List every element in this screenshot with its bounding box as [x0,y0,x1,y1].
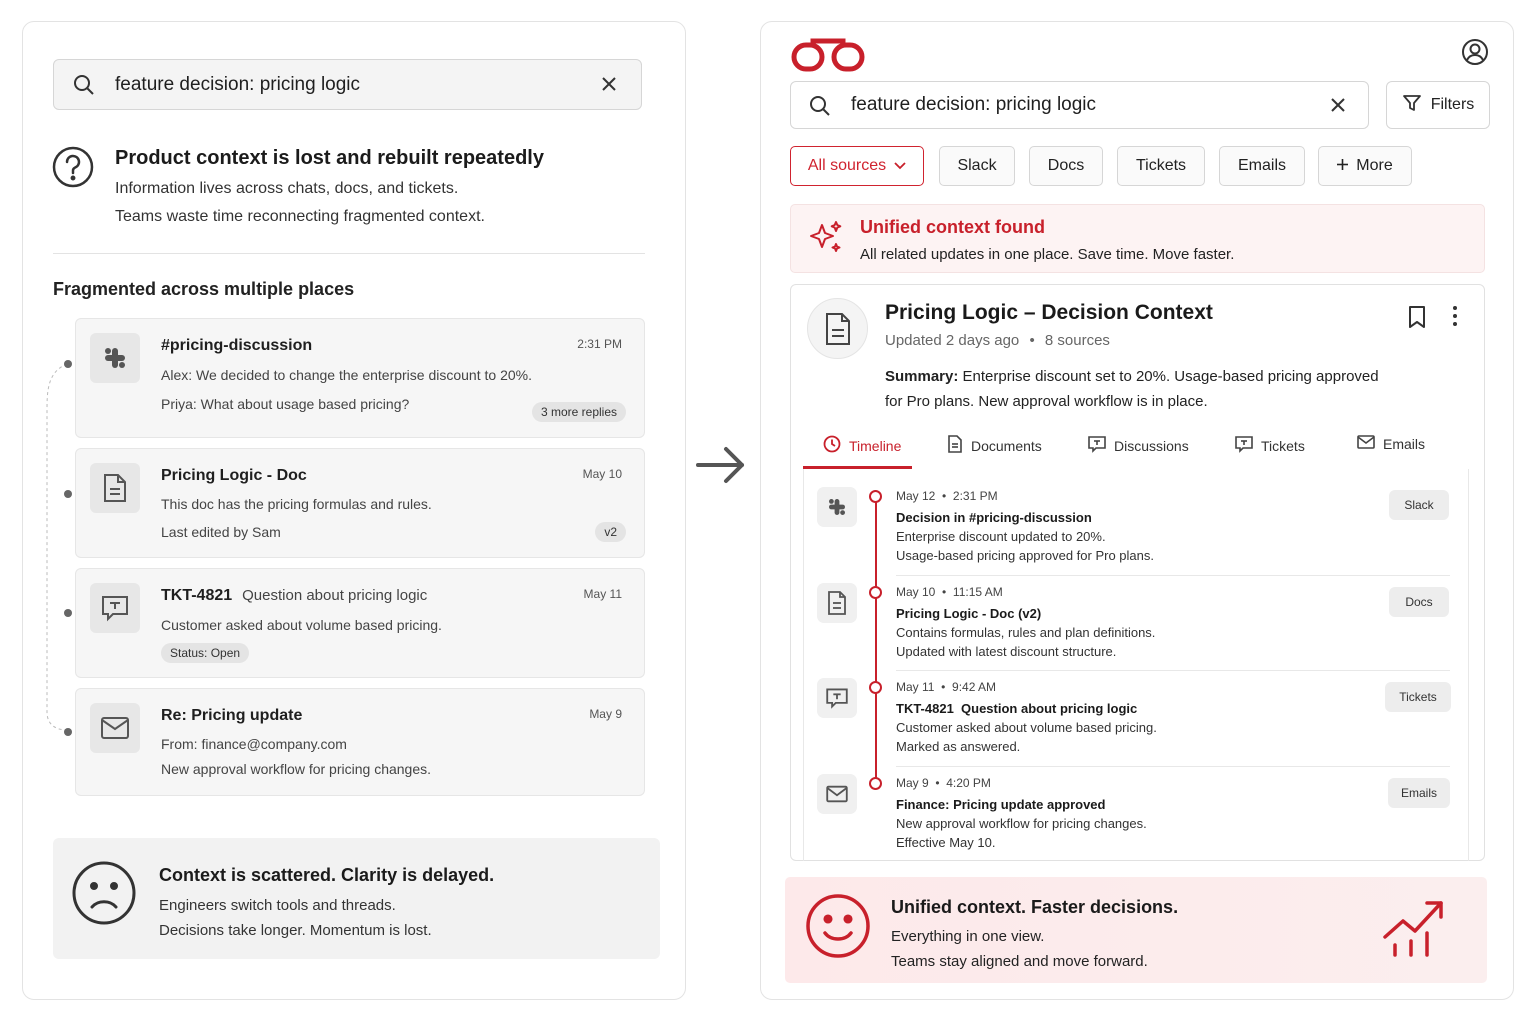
event-title[interactable]: TKT-4821 Question about pricing logic [896,701,1138,716]
sad-face-icon [71,860,137,931]
status-badge: Status: Open [161,643,249,663]
chip-label: Emails [1237,157,1286,174]
clear-icon[interactable] [599,74,619,94]
tab-label: Emails [1383,435,1426,452]
tab-discussions[interactable] [1088,435,1189,456]
updated-text: Updated 2 days ago [885,332,1020,349]
event-line: Enterprise discount updated to 20%. [896,529,1106,544]
filter-icon [1402,93,1422,118]
context-title: Pricing Logic – Decision Context [885,301,1213,324]
event-line: Customer asked about volume based pricing. [896,720,1157,735]
event-title[interactable]: Decision in #pricing-discussion [896,510,1092,525]
event-date: May 11 • 9:42 AM [896,680,997,694]
clear-icon[interactable] [1328,95,1348,115]
source-tag[interactable]: Slack [1389,490,1449,520]
ticket-card[interactable] [75,568,645,678]
summary-line: Enterprise discount set to 20%. Usage-based pricing approved [962,368,1379,385]
problem-title: Product context is lost and rebuilt repeatedly [115,147,544,169]
doc-card[interactable] [75,448,645,558]
summary-line: Engineers switch tools and threads. [159,897,396,914]
event-date: May 9 • 4:20 PM [896,776,991,790]
chip-label: More [1356,157,1393,174]
happy-face-icon [805,893,871,964]
timeline-node [869,490,882,503]
summary-line: for Pro plans. New approval workflow is in place. [885,393,1208,410]
ticket-icon [817,678,857,718]
ticket-icon [90,583,140,633]
tab-documents[interactable] [947,435,1042,456]
chip-label: Slack [957,157,997,174]
event-line: Effective May 10. [896,835,996,850]
source-tag[interactable]: Emails [1388,778,1450,808]
more-options-icon[interactable] [1451,305,1459,332]
problem-line: Teams waste time reconnecting fragmented context. [115,208,485,225]
divider [896,766,1450,767]
divider [896,670,1450,671]
clock-icon [823,435,841,456]
unified-context-banner [790,204,1485,273]
card-line: Last edited by Sam [161,524,281,540]
benefit-summary [785,877,1487,983]
chip-label: Tickets [1135,157,1187,174]
tab-label: Tickets [1261,437,1305,454]
document-icon [807,298,868,359]
chat-icon [1088,435,1106,456]
connector-dot [64,360,72,368]
banner-line: All related updates in one place. Save time. Move faster. [860,246,1235,263]
card-time: May 10 [582,467,622,481]
unified-panel [760,21,1514,1000]
card-title: #pricing-discussion [161,337,313,354]
chip-slack[interactable] [939,146,1015,186]
ticket-icon [1235,435,1253,456]
connector-dot [64,728,72,736]
summary-text [885,368,1379,385]
search-icon [808,94,832,118]
mail-icon [1357,435,1375,452]
replies-pill[interactable]: 3 more replies [532,402,626,422]
chip-label: Docs [1047,157,1085,174]
card-title: Re: Pricing update [161,707,303,724]
sources-count: 8 sources [1044,332,1110,349]
slack-icon [90,333,140,383]
growth-chart-icon [1381,897,1447,966]
tab-timeline[interactable] [823,435,901,456]
card-line: This doc has the pricing formulas and rules. [161,496,432,512]
chip-all-sources[interactable] [790,146,924,186]
source-tag[interactable]: Docs [1389,587,1449,617]
document-icon [947,435,963,456]
chip-docs[interactable] [1029,146,1103,186]
ticket-id: TKT-4821 [161,587,233,604]
search-query[interactable]: feature decision: pricing logic [851,94,1097,115]
bookmark-icon[interactable] [1407,305,1427,334]
timeline-node [869,586,882,599]
divider [53,253,645,254]
event-title[interactable]: Pricing Logic - Doc (v2) [896,606,1042,621]
decision-context-card [790,284,1485,861]
fragmented-panel [22,21,686,1000]
search-query[interactable]: feature decision: pricing logic [115,74,361,95]
version-pill: v2 [595,522,626,542]
sparkle-icon [808,219,844,260]
card-time: May 9 [589,707,622,721]
section-title: Fragmented across multiple places [53,279,355,299]
chip-more[interactable] [1318,146,1412,186]
tab-emails[interactable] [1357,435,1425,452]
event-line: Usage-based pricing approved for Pro plans. [896,548,1154,563]
plus-icon [1337,157,1348,175]
event-date: May 10 • 11:15 AM [896,585,1003,599]
search-bar[interactable] [790,81,1369,129]
context-meta: Updated 2 days ago • 8 sources [885,332,1110,349]
event-line: New approval workflow for pricing changes. [896,816,1147,831]
divider [896,575,1450,576]
summary-line: Teams stay aligned and move forward. [891,953,1148,970]
tab-tickets[interactable] [1235,435,1305,456]
mail-icon [90,703,140,753]
logo-icon [791,38,865,77]
card-line: Customer asked about volume based pricing. [161,617,442,633]
connector-line [45,352,75,742]
card-line: Alex: We decided to change the enterprise discount to 20%. [161,367,532,383]
slack-icon [817,487,857,527]
ticket-subject: Question about pricing logic [242,587,428,604]
card-line: New approval workflow for pricing changes. [161,761,432,777]
event-line: Contains formulas, rules and plan definitions. [896,625,1156,640]
email-card[interactable] [75,688,645,796]
connector-dot [64,490,72,498]
summary-line: Decisions take longer. Momentum is lost. [159,922,432,939]
slack-message-card[interactable] [75,318,645,438]
banner-title: Unified context found [860,217,1045,237]
timeline-rail [875,496,877,783]
summary-label: Summary: [885,368,959,385]
problem-line: Information lives across chats, docs, and tickets. [115,180,459,197]
chip-tickets[interactable] [1117,146,1205,186]
chevron-down-icon [894,157,906,175]
chip-emails[interactable] [1219,146,1305,186]
document-icon [90,463,140,513]
summary-line: Everything in one view. [891,928,1045,945]
summary-title: Context is scattered. Clarity is delayed. [159,865,495,885]
timeline-node [869,777,882,790]
mail-icon [817,774,857,814]
card-line: Priya: What about usage based pricing? [161,396,410,412]
event-line: Marked as answered. [896,739,1021,754]
problem-summary [53,838,660,959]
search-bar[interactable] [53,59,642,110]
tab-label: Discussions [1114,437,1189,454]
search-icon [72,73,96,97]
user-icon[interactable] [1461,38,1489,71]
event-line: Updated with latest discount structure. [896,644,1117,659]
chip-label: All sources [807,157,887,174]
card-line: From: finance@company.com [161,736,347,752]
summary-title: Unified context. Faster decisions. [891,897,1179,917]
arrow-right-icon [694,444,748,491]
tab-label: Timeline [849,437,902,454]
tab-label: Documents [971,437,1042,454]
source-tag[interactable]: Tickets [1385,682,1451,712]
event-title[interactable]: Finance: Pricing update approved [896,797,1106,812]
event-date: May 12 • 2:31 PM [896,489,998,503]
card-time: 2:31 PM [577,337,622,351]
connector-dot [64,609,72,617]
card-time: May 11 [583,587,622,601]
document-icon [817,583,857,623]
timeline-node [869,681,882,694]
question-icon [51,145,95,194]
card-title [161,587,427,605]
filters-label: Filters [1430,96,1475,113]
card-title: Pricing Logic - Doc [161,467,307,484]
filters-button[interactable] [1386,81,1490,129]
